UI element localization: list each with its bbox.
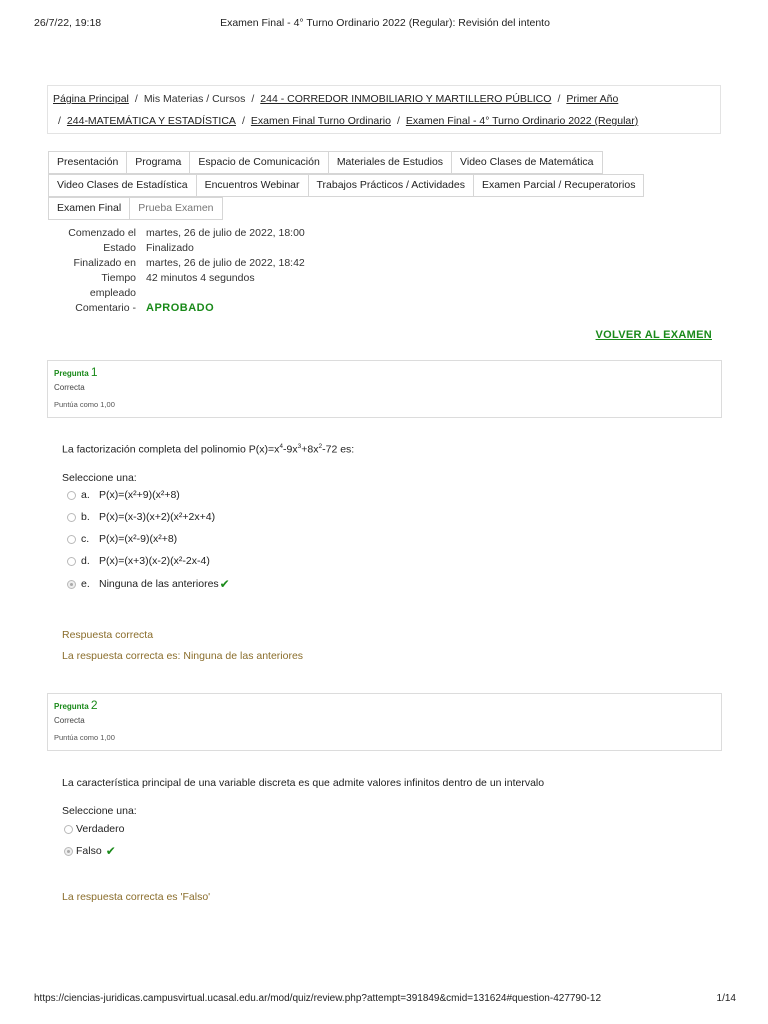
radio-icon[interactable]: [64, 825, 73, 834]
tab-midterm-exams[interactable]: Examen Parcial / Recuperatorios: [473, 174, 645, 197]
q2-option-true-text: Verdadero: [76, 823, 125, 835]
q1-option-b-text: P(x)=(x-3)(x+2)(x²+2x+4): [99, 511, 216, 523]
question-2-number: [54, 698, 715, 714]
print-url: https://ciencias-juridicas.campusvirtual.ucasal.edu.ar/mod/quiz/review.php?attempt=391849&cmid=131624#question-427790-12: [34, 993, 602, 1004]
summary-started-value: martes, 26 de julio de 2022, 18:00: [146, 227, 305, 239]
radio-icon[interactable]: [67, 513, 76, 522]
breadcrumb: [47, 85, 721, 134]
q1-option-a-letter: a.: [81, 489, 90, 501]
tab-webinar[interactable]: Encuentros Webinar: [196, 174, 309, 197]
radio-icon[interactable]: [64, 847, 73, 856]
tab-row-3: [48, 197, 688, 220]
tab-presentation[interactable]: Presentación: [48, 151, 127, 174]
radio-icon[interactable]: [67, 535, 76, 544]
q2-option-false-text: Falso: [76, 845, 102, 857]
breadcrumb-subject-link[interactable]: 244-MATEMÁTICA Y ESTADÍSTICA: [66, 115, 236, 127]
question-2-prompt: Seleccione una:: [62, 805, 137, 817]
question-1-text-prefix: La factorización completa del polinomio P(x)=x: [62, 443, 280, 456]
tab-communication[interactable]: Espacio de Comunicación: [189, 151, 328, 174]
question-1-label: Pregunta: [54, 369, 89, 378]
tab-final-exam[interactable]: Examen Final: [48, 197, 130, 220]
q2-option-false[interactable]: [64, 844, 116, 858]
summary-time-label: [48, 271, 146, 301]
q1-option-b-letter: b.: [81, 511, 90, 523]
q1-option-c-letter: c.: [81, 533, 90, 545]
question-1-right-answer: La respuesta correcta es: Ninguna de las anteriores: [62, 650, 304, 662]
question-2-num: 2: [90, 698, 98, 712]
q1-option-d-letter: d.: [81, 555, 90, 567]
check-icon: ✔: [219, 577, 230, 591]
q1-option-e-text: Ninguna de las anteriores: [99, 578, 219, 590]
print-header: [34, 17, 736, 31]
summary-started: [48, 226, 368, 241]
q1-option-d-text: P(x)=(x+3)(x-2)(x²-2x-4): [99, 555, 210, 567]
tab-stats-video-classes[interactable]: Video Clases de Estadística: [48, 174, 197, 197]
tab-practice-exam[interactable]: Prueba Examen: [129, 197, 222, 220]
question-2-text: La característica principal de una variable discreta es que admite valores infinitos dentro de un intervalo: [62, 777, 545, 789]
question-2-info: [47, 693, 722, 751]
summary-time-value: 42 minutos 4 segundos: [146, 272, 255, 284]
summary-state: [48, 241, 368, 256]
radio-icon[interactable]: [67, 491, 76, 500]
question-1-info: [47, 360, 722, 418]
question-1-number: [54, 365, 715, 381]
q1-option-e-letter: e.: [81, 578, 90, 590]
breadcrumb-line-1: Página Principal / Mis Materias / Cursos / 244 - CORREDOR INMOBILIARIO Y MARTILLERO PÚBLICO / Primer Año: [53, 93, 619, 105]
summary-time: [48, 271, 368, 301]
tab-row-1: [48, 151, 688, 174]
radio-icon[interactable]: [67, 557, 76, 566]
q1-option-a[interactable]: [67, 488, 180, 502]
breadcrumb-career-link[interactable]: 244 - CORREDOR INMOBILIARIO Y MARTILLERO PÚBLICO: [260, 93, 552, 105]
course-tabs: [48, 151, 688, 220]
print-date: 26/7/22, 19:18: [34, 17, 102, 29]
tab-study-materials[interactable]: Materiales de Estudios: [328, 151, 452, 174]
summary-comment-label: Comentario -: [75, 302, 136, 314]
q1-option-a-text: P(x)=(x²+9)(x²+8): [99, 489, 180, 501]
q2-option-true[interactable]: [64, 822, 124, 836]
summary-finished: [48, 256, 368, 271]
attempt-summary: [48, 226, 368, 316]
summary-state-label: Estado: [103, 242, 136, 254]
print-footer: [34, 993, 736, 1007]
breadcrumb-year-link[interactable]: Primer Año: [566, 93, 619, 105]
summary-finished-value: martes, 26 de julio de 2022, 18:42: [146, 257, 305, 269]
print-title: Examen Final - 4° Turno Ordinario 2022 (Regular): Revisión del intento: [220, 17, 550, 29]
check-icon: ✔: [105, 844, 116, 858]
breadcrumb-line-2: / 244-MATEMÁTICA Y ESTADÍSTICA / Examen Final Turno Ordinario / Examen Final - 4° Turno Ordinario 2022 (Regular): [58, 115, 639, 127]
q1-option-e[interactable]: [67, 577, 230, 591]
summary-finished-label: Finalizado en: [73, 257, 136, 269]
tab-program[interactable]: Programa: [126, 151, 190, 174]
q1-option-b[interactable]: [67, 510, 215, 524]
summary-comment: [48, 301, 368, 316]
breadcrumb-section-link[interactable]: Examen Final Turno Ordinario: [250, 115, 391, 127]
print-page-number: 1/14: [716, 993, 736, 1004]
summary-comment-value: APROBADO: [146, 302, 215, 314]
q1-option-c[interactable]: [67, 532, 177, 546]
question-1-num: 1: [90, 365, 98, 379]
summary-time-label-1: Tiempo: [101, 272, 136, 284]
breadcrumb-exam-link[interactable]: Examen Final - 4° Turno Ordinario 2022 (Regular): [405, 115, 639, 127]
question-2-feedback: La respuesta correcta es 'Falso': [62, 891, 211, 903]
question-1-prompt: Seleccione una:: [62, 472, 137, 484]
summary-started-label: Comenzado el: [68, 227, 136, 239]
question-1-grade: Puntúa como 1,00: [54, 400, 115, 409]
q1-option-d[interactable]: [67, 554, 210, 568]
question-2-state: Correcta: [54, 716, 85, 725]
question-1-state: Correcta: [54, 383, 85, 392]
question-1-feedback: Respuesta correcta: [62, 629, 154, 641]
summary-time-label-2: empleado: [89, 287, 136, 299]
question-1-text: La factorización completa del polinomio $P(x)=x^4-9x^3+8x^2-72$ es:: [62, 443, 355, 456]
tab-row-2: [48, 174, 688, 197]
breadcrumb-my-courses: Mis Materias / Cursos: [143, 93, 246, 105]
back-to-exam-link[interactable]: VOLVER AL EXAMEN: [595, 329, 712, 341]
tab-practical-work[interactable]: Trabajos Prácticos / Actividades: [308, 174, 474, 197]
summary-state-value: Finalizado: [146, 242, 194, 254]
radio-icon[interactable]: [67, 580, 76, 589]
question-2-label: Pregunta: [54, 702, 89, 711]
breadcrumb-home-link[interactable]: Página Principal: [53, 93, 129, 105]
tab-math-video-classes[interactable]: Video Clases de Matemática: [451, 151, 602, 174]
q1-option-c-text: P(x)=(x²-9)(x²+8): [99, 533, 178, 545]
question-2-grade: Puntúa como 1,00: [54, 733, 115, 742]
